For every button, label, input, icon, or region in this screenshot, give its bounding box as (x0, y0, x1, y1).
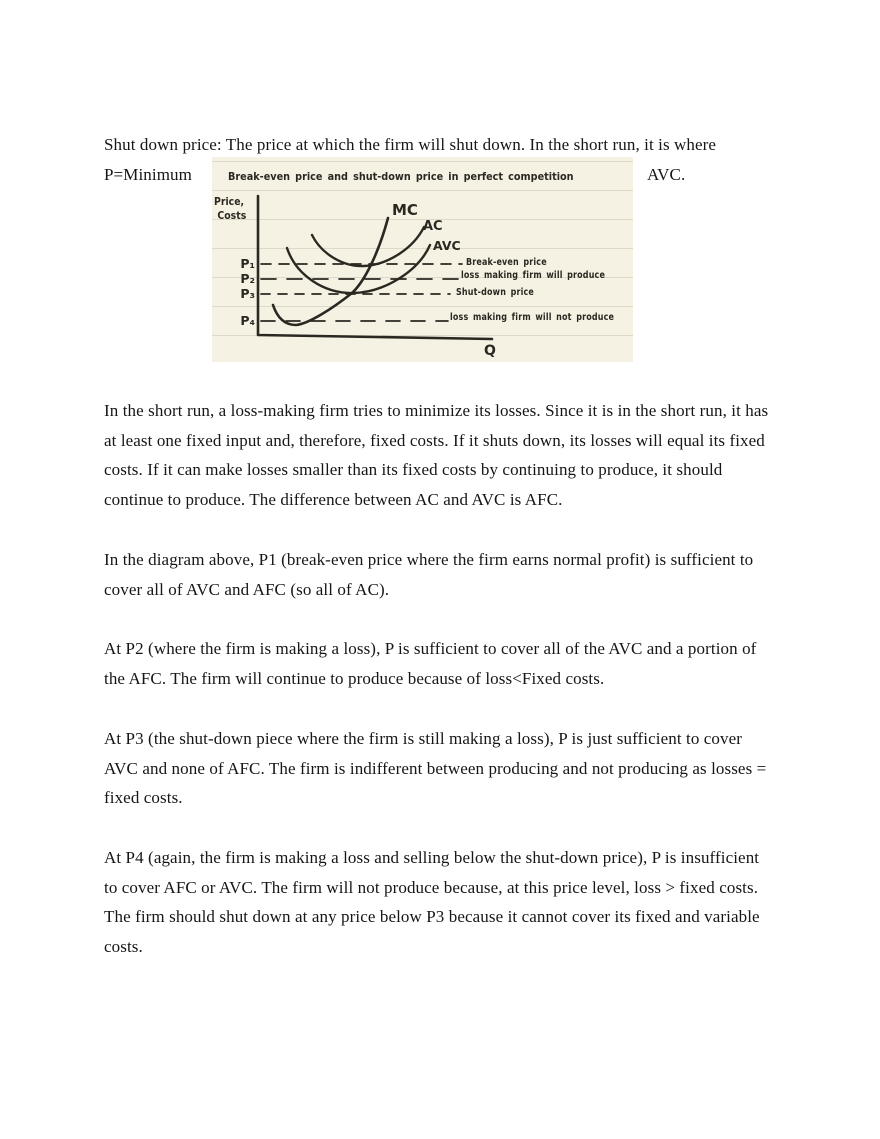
annotation-shut-down-price: Shut-down price (456, 287, 534, 298)
price-label-p4: P₄ (240, 313, 255, 328)
y-axis-label-line1: Price, (214, 195, 245, 208)
price-label-p1: P₁ (240, 256, 255, 271)
ac-curve-label: AC (423, 219, 443, 234)
annotation-loss-making-produce: loss making firm will produce (461, 270, 606, 281)
paragraph-line: the AFC. The firm will continue to produce because of loss<Fixed costs. (104, 668, 605, 688)
avc-curve-label: AVC (433, 238, 461, 253)
annotation-loss-making-not-produce: loss making firm will not produce (450, 312, 615, 323)
y-axis-label (214, 195, 246, 223)
paragraph-line: The firm should shut down at any price below P3 because it cannot cover its fixed and variable (104, 907, 760, 927)
paragraph-line: to cover AFC or AVC. The firm will not produce because, at this price level, loss > fixed costs. (104, 877, 759, 897)
paragraph-3 (104, 634, 756, 693)
paragraph-line: costs. (104, 936, 143, 956)
diagram-canvas (212, 157, 633, 362)
annotation-break-even-price: Break-even price (466, 257, 547, 268)
price-label-p3: P₃ (240, 286, 255, 301)
paragraph-4 (104, 724, 766, 813)
paragraph-5 (104, 843, 760, 961)
paragraph-line: At P2 (where the firm is making a loss), P is sufficient to cover all of the AVC and a portion of (104, 639, 757, 658)
mc-curve-label: MC (392, 201, 418, 219)
paragraph-line: cover all of AVC and AFC (so all of AC). (104, 579, 390, 599)
x-axis-label: Q (484, 343, 496, 359)
paragraph-2 (104, 545, 753, 604)
intro-line-1: Shut down price: The price at which the firm will shut down. In the short run, it is where (104, 135, 717, 154)
paragraph-1 (104, 396, 768, 514)
paragraph-line: continue to produce. The difference between AC and AVC is AFC. (104, 489, 563, 509)
paragraph-line: At P4 (again, the firm is making a loss and selling below the shut-down price), P is insufficient (104, 848, 760, 867)
paragraph-line: In the diagram above, P1 (break-even price where the firm earns normal profit) is sufficient to (104, 550, 754, 569)
cost-curves-diagram (212, 157, 633, 362)
paragraph-line: at least one fixed input and, therefore, fixed costs. If it shuts down, its losses will equal its fixed (104, 430, 765, 450)
paragraph-line: fixed costs. (104, 788, 183, 808)
paragraph-line: costs. If it can make losses smaller than its fixed costs by continuing to produce, it should (104, 460, 723, 480)
paragraph-line: In the short run, a loss-making firm tries to minimize its losses. Since it is in the short run, it has (104, 401, 769, 420)
intro-avc-suffix: AVC. (647, 165, 686, 184)
ac-curve (312, 227, 424, 266)
y-axis-label-line2: Costs (217, 209, 247, 222)
price-label-p2: P₂ (240, 271, 255, 286)
intro-line-2: P=Minimum (104, 165, 192, 184)
paragraph-line: AVC and none of AFC. The firm is indifferent between producing and not producing as losses = (104, 758, 767, 778)
mc-curve (273, 218, 388, 325)
paragraph-line: At P3 (the shut-down piece where the firm is still making a loss), P is just sufficient to cover (104, 729, 743, 748)
diagram-title: Break-even price and shut-down price in perfect competition (228, 170, 574, 183)
